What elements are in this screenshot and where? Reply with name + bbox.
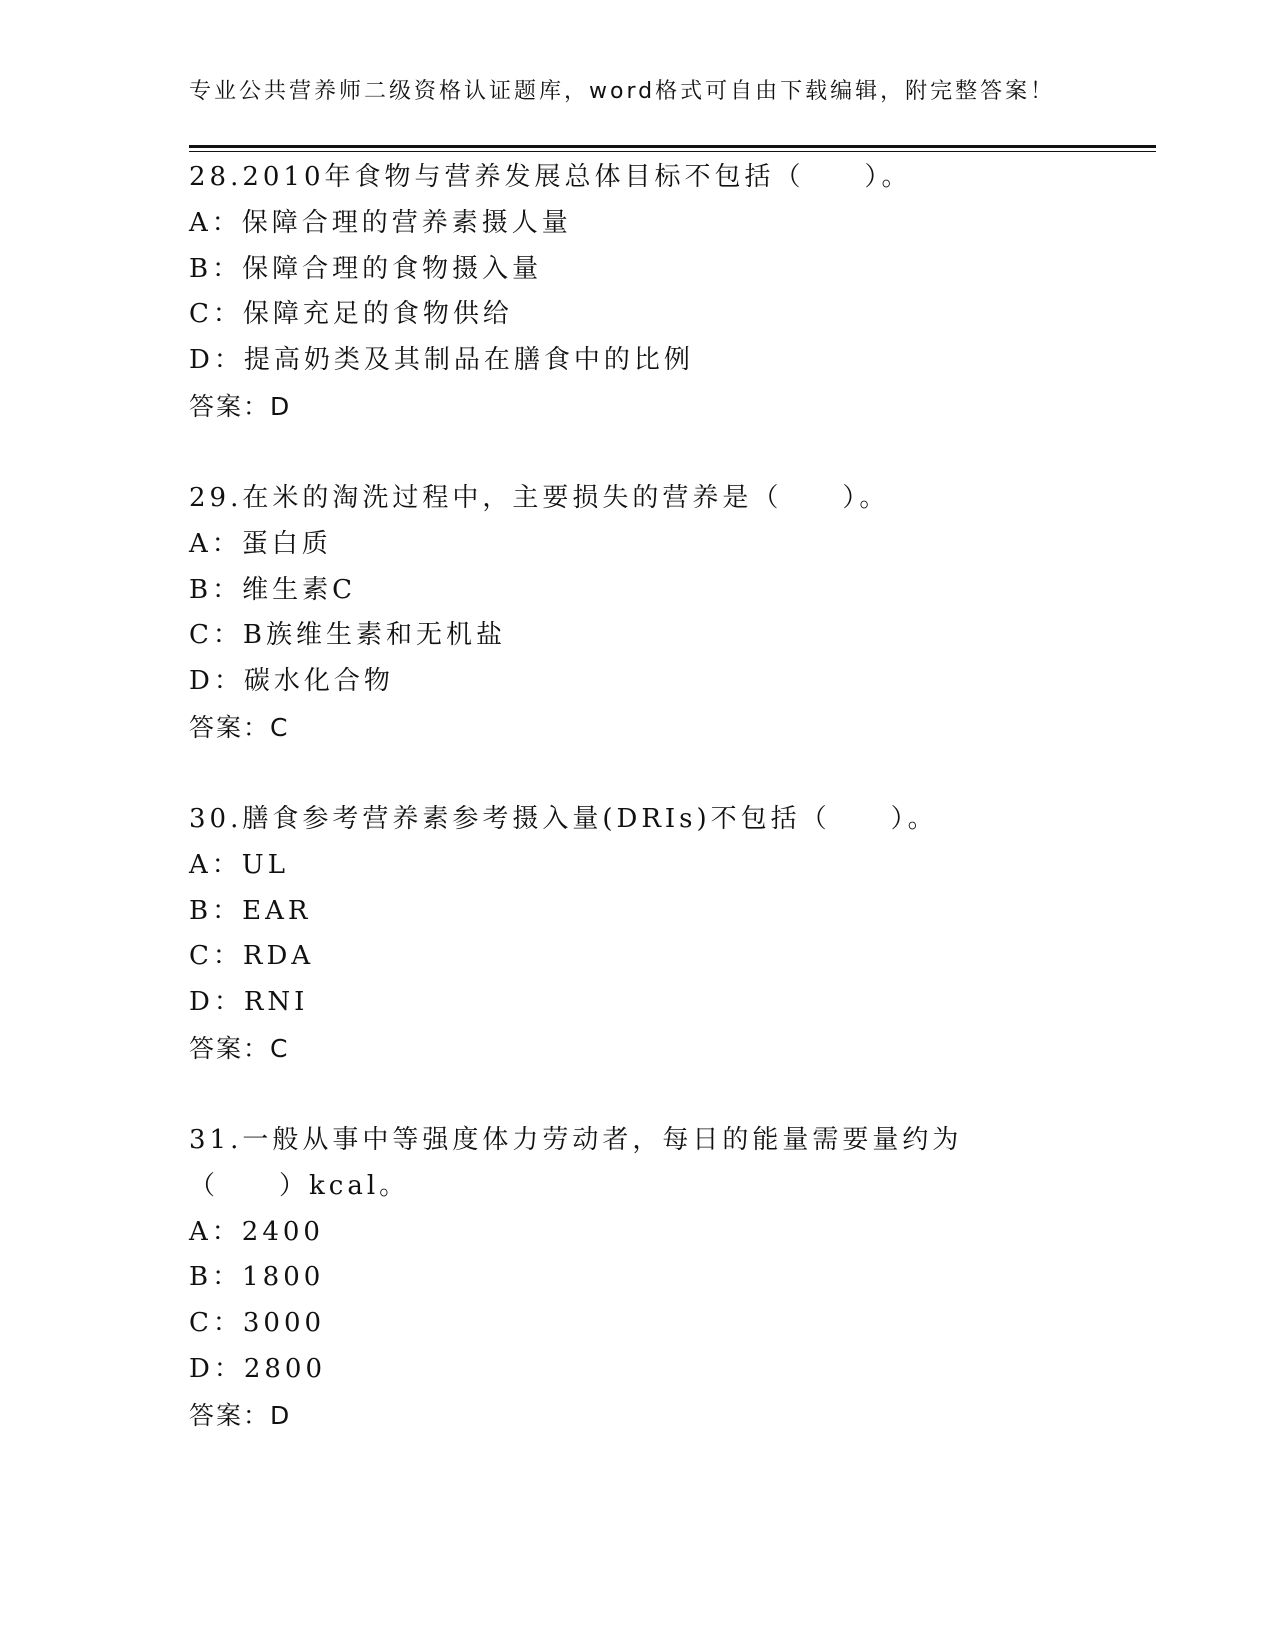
answer-text: 答案：D (189, 391, 292, 421)
answer-text: 答案：C (189, 1033, 290, 1063)
option-d: D：2800 (189, 1353, 327, 1384)
question-block-29 (189, 476, 1089, 751)
option-a: A：蛋白质 (189, 528, 332, 559)
option-b: B：维生素C (189, 574, 357, 605)
answer-text: 答案：C (189, 712, 290, 742)
question-block-28 (189, 155, 1089, 430)
question-text: 31.一般从事中等强度体力劳动者，每日的能量需要量约为（ ）kcal。 (189, 1125, 963, 1201)
question-text: 29.在米的淘洗过程中，主要损失的营养是（ ）。 (189, 483, 890, 513)
option-d: D：碳水化合物 (189, 666, 394, 697)
option-d: D：RNI (189, 987, 309, 1018)
question-block-31 (189, 1118, 1089, 1439)
question-text: 30.膳食参考营养素参考摄入量(DRIs)不包括（ ）。 (189, 804, 938, 834)
option-c: C：B族维生素和无机盐 (189, 620, 507, 651)
question-block-30 (189, 797, 1089, 1072)
option-c: C：保障充足的食物供给 (189, 299, 513, 330)
page-header: 专业公共营养师二级资格认证题库，word格式可自由下载编辑，附完整答案！ (189, 79, 1056, 104)
option-c: C：3000 (189, 1308, 326, 1339)
option-b: B：EAR (189, 895, 312, 926)
header-rule-thin (189, 151, 1156, 152)
option-a: A：保障合理的营养素摄人量 (189, 207, 572, 238)
option-b: B：1800 (189, 1262, 325, 1293)
option-a: A：UL (189, 849, 289, 880)
option-c: C：RDA (189, 941, 315, 972)
question-text: 28.2010年食物与营养发展总体目标不包括（ ）。 (189, 162, 912, 192)
answer-text: 答案：D (189, 1400, 292, 1430)
header-rule-thick (189, 145, 1156, 148)
option-b: B：保障合理的食物摄入量 (189, 253, 543, 284)
option-a: A：2400 (189, 1216, 324, 1247)
option-d: D：提高奶类及其制品在膳食中的比例 (189, 345, 694, 376)
